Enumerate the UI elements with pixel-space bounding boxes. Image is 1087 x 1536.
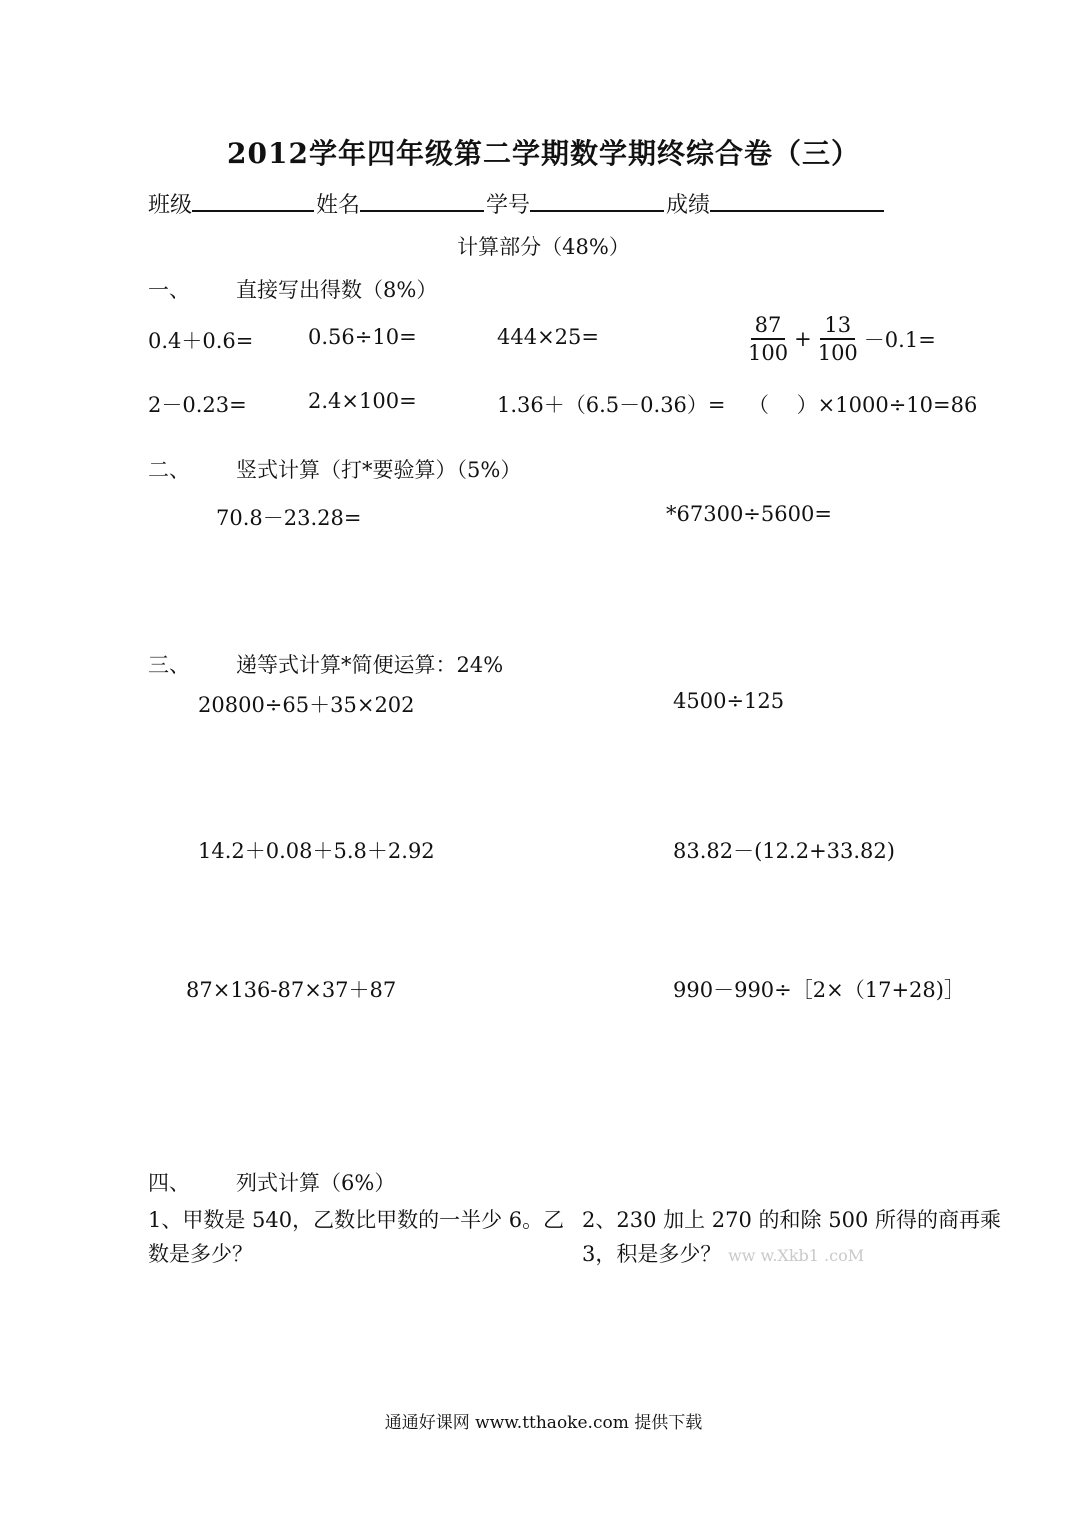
- class-label: 班级: [148, 193, 193, 218]
- word-problem-2: [582, 1203, 1002, 1273]
- number-label: 学号: [486, 193, 531, 218]
- class-blank: [192, 186, 314, 212]
- name-blank: [360, 186, 484, 212]
- s2-expr-1: 70.8－23.28=: [216, 506, 362, 530]
- student-info-line: [148, 186, 886, 219]
- s1-expr-3: 444×25=: [497, 325, 599, 349]
- score-label: 成绩: [666, 193, 711, 218]
- word-problem-2-text: 2、230 加上 270 的和除 500 所得的商再乘 3，积是多少？: [582, 1208, 1001, 1266]
- section2-number: 二、: [148, 458, 190, 482]
- fraction-a-denominator: 100: [748, 341, 789, 365]
- s3-expr-4: 83.82－(12.2+33.82): [673, 839, 895, 863]
- word-problem-1: 1、甲数是 540，乙数比甲数的一半少 6。乙数是多少？: [148, 1208, 565, 1266]
- s3-expr-2: 4500÷125: [673, 689, 785, 713]
- section1-heading: 直接写出得数（8%）: [236, 278, 438, 302]
- s1-expr-5: 2－0.23=: [148, 393, 247, 417]
- s3-expr-6: 990－990÷［2×（17+28)］: [673, 978, 965, 1002]
- watermark-text: ww w.Xkb1 .coM: [728, 1246, 865, 1265]
- section1-number: 一、: [148, 278, 190, 302]
- page-title: 2012学年四年级第二学期数学期终综合卷（三）: [227, 137, 860, 170]
- s3-expr-3: 14.2＋0.08＋5.8＋2.92: [198, 839, 435, 863]
- name-label: 姓名: [316, 193, 361, 218]
- s1-expr-8: （ ）×1000÷10=86: [748, 393, 978, 417]
- fraction-b-numerator: 13: [820, 312, 855, 340]
- s1-expr-2: 0.56÷10=: [308, 325, 417, 349]
- fraction-a-numerator: 87: [751, 312, 786, 340]
- footer-credit: 通通好课网 www.tthaoke.com 提供下载: [384, 1413, 703, 1433]
- fraction-a: [744, 312, 792, 366]
- number-blank: [530, 186, 664, 212]
- section3-number: 三、: [148, 653, 190, 677]
- section-subtitle: 计算部分（48%）: [457, 235, 630, 259]
- section4-number: 四、: [148, 1171, 190, 1195]
- fraction-plus: +: [794, 327, 812, 351]
- s1-expr-1: 0.4＋0.6=: [148, 329, 254, 353]
- s3-expr-1: 20800÷65＋35×202: [198, 693, 415, 717]
- score-blank: [710, 186, 884, 212]
- fraction-b: [814, 312, 862, 366]
- s1-expr-6: 2.4×100=: [308, 389, 417, 413]
- s1-expr-7: 1.36＋（6.5－0.36）=: [497, 393, 726, 417]
- section3-heading: 递等式计算*简便运算：24%: [236, 653, 504, 677]
- section4-heading: 列式计算（6%）: [236, 1171, 396, 1195]
- s2-expr-2: *67300÷5600=: [666, 502, 832, 526]
- fraction-tail: －0.1=: [863, 328, 936, 352]
- s1-fraction-expr: [744, 312, 938, 366]
- fraction-b-denominator: 100: [817, 341, 858, 365]
- s3-expr-5: 87×136-87×37＋87: [186, 978, 397, 1002]
- section2-heading: 竖式计算（打*要验算）（5%）: [236, 458, 522, 482]
